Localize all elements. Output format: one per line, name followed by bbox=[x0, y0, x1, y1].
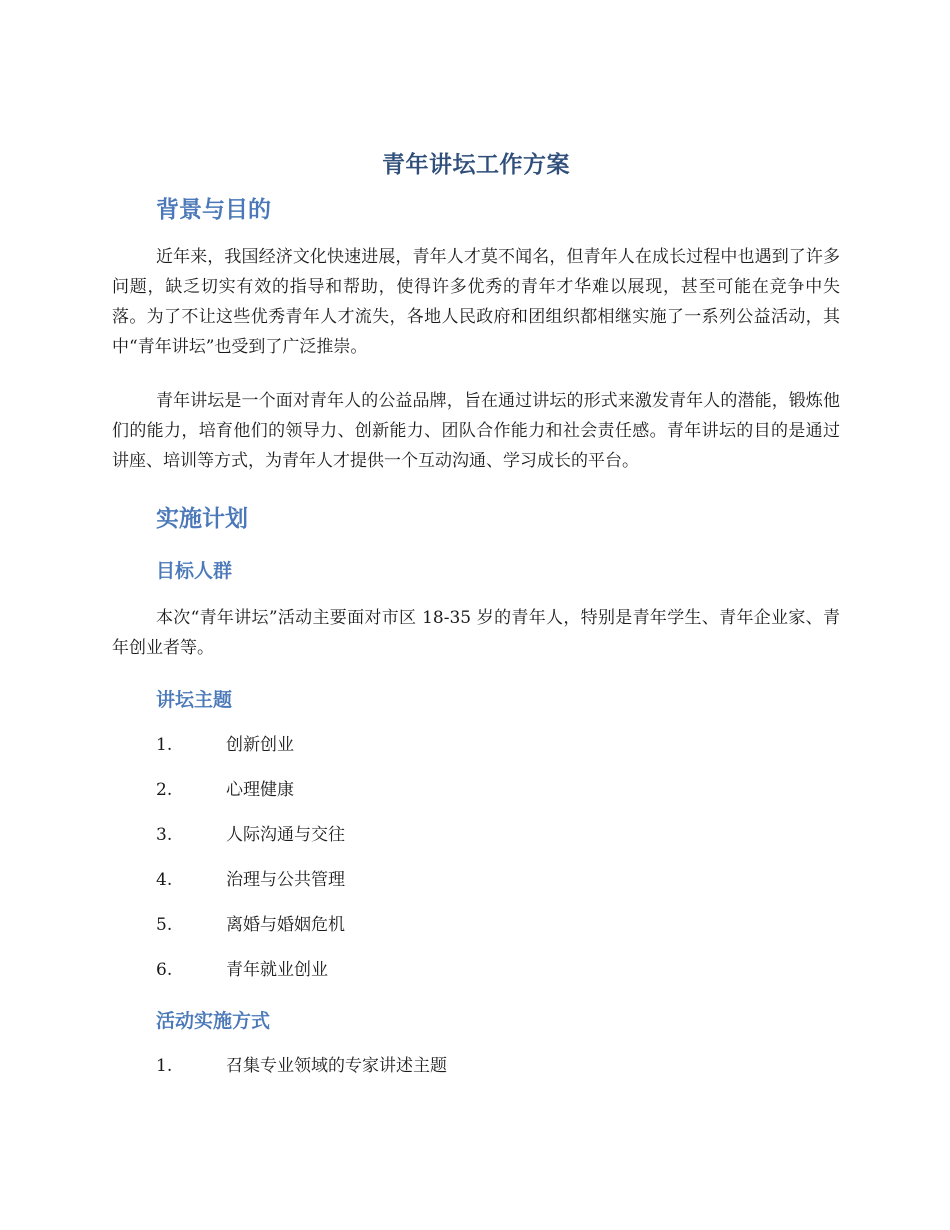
list-item bbox=[156, 1054, 447, 1078]
list-item bbox=[156, 823, 345, 847]
heading-topics: 讲坛主题 bbox=[156, 689, 233, 711]
heading-plan: 实施计划 bbox=[156, 506, 248, 532]
list-number: 2. bbox=[156, 780, 173, 800]
list-item bbox=[156, 913, 345, 937]
heading-background: 背景与目的 bbox=[156, 197, 271, 223]
list-item bbox=[156, 958, 328, 982]
list-number: 4. bbox=[156, 870, 173, 890]
paragraph-background-2: 青年讲坛是一个面对青年人的公益品牌，旨在通过讲坛的形式来激发青年人的潜能，锻炼他们的能力，培育他们的领导力、创新能力、团队合作能力和社会责任感。青年讲坛的目的是通过讲座、培训等方式，为青年人才提供一个互动沟通、学习成长的平台。 bbox=[112, 391, 840, 471]
list-text: 青年就业创业 bbox=[226, 960, 328, 980]
list-text: 心理健康 bbox=[226, 780, 294, 800]
list-item bbox=[156, 778, 294, 802]
paragraph-target-audience: 本次“青年讲坛”活动主要面对市区 18-35 岁的青年人，特别是青年学生、青年企业家、青年创业者等。 bbox=[112, 608, 840, 658]
list-number: 5. bbox=[156, 915, 173, 935]
document-title: 青年讲坛工作方案 bbox=[382, 152, 570, 178]
heading-target-audience: 目标人群 bbox=[156, 560, 233, 582]
list-text: 治理与公共管理 bbox=[226, 870, 345, 890]
list-number: 1. bbox=[156, 1056, 173, 1076]
heading-methods: 活动实施方式 bbox=[156, 1010, 271, 1032]
list-text: 离婚与婚姻危机 bbox=[226, 915, 345, 935]
list-text: 人际沟通与交往 bbox=[226, 825, 345, 845]
list-text: 召集专业领域的专家讲述主题 bbox=[226, 1056, 447, 1076]
list-text: 创新创业 bbox=[226, 735, 294, 755]
list-item bbox=[156, 733, 294, 757]
list-item bbox=[156, 868, 345, 892]
paragraph-background-1: 近年来，我国经济文化快速进展，青年人才莫不闻名，但青年人在成长过程中也遇到了许多问题，缺乏切实有效的指导和帮助，使得许多优秀的青年才华难以展现，甚至可能在竞争中失落。为了不让这些优秀青年人才流失，各地人民政府和团组织都相继实施了一系列公益活动，其中“青年讲坛”也受到了广泛推崇。 bbox=[112, 247, 840, 357]
list-number: 3. bbox=[156, 825, 173, 845]
list-number: 6. bbox=[156, 960, 173, 980]
list-number: 1. bbox=[156, 735, 173, 755]
